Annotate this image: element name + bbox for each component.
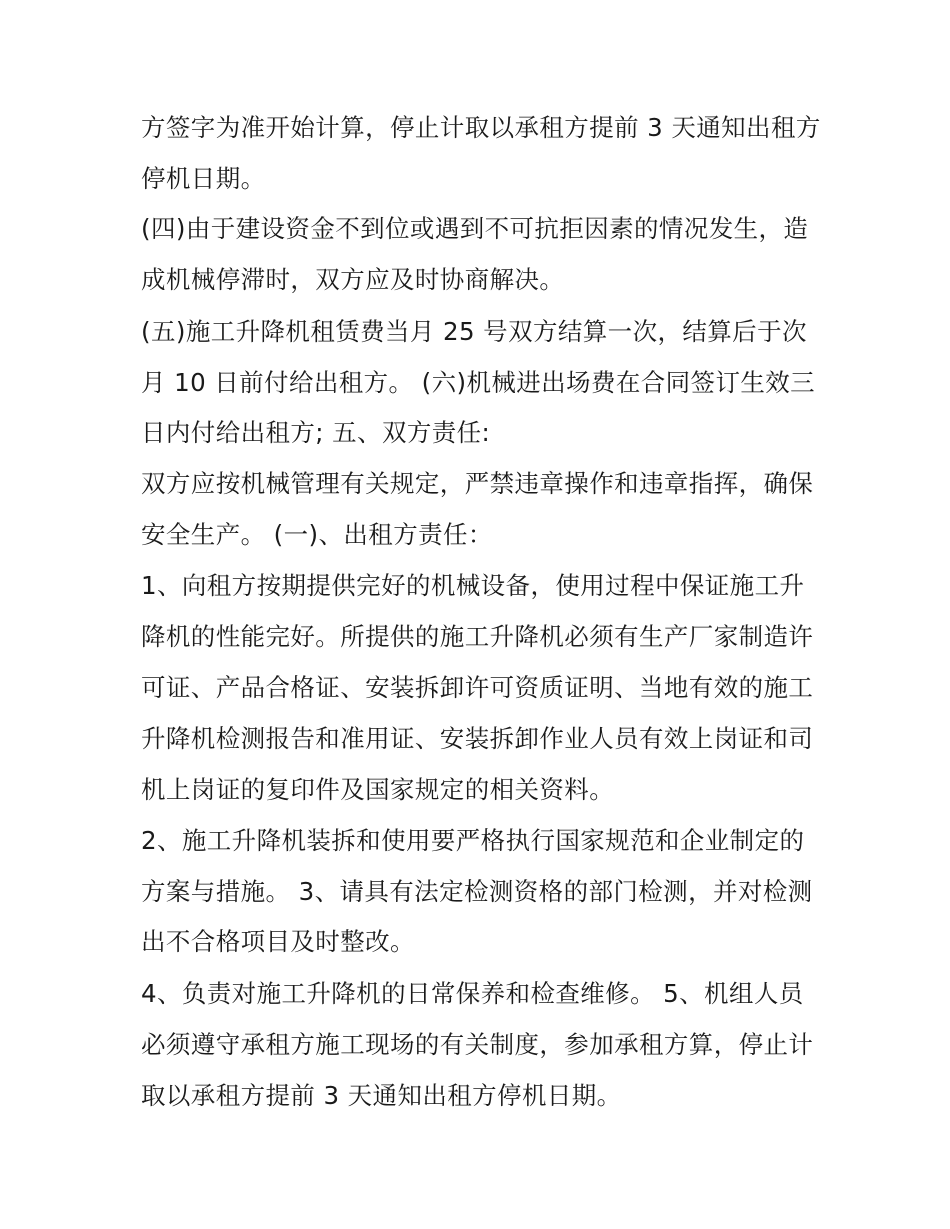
text-line: 成机械停滞时，双方应及时协商解决。 <box>141 265 565 294</box>
text-line: 必须遵守承租方施工现场的有关制度，参加承租方算，停止计 <box>141 1030 814 1059</box>
text-line: 2、施工升降机装拆和使用要严格执行国家规范和企业制定的 <box>141 826 805 855</box>
text-line: 双方应按机械管理有关规定，严禁违章操作和违章指挥，确保 <box>141 469 814 498</box>
text-line: 日内付给出租方; 五、双方责任: <box>141 418 491 447</box>
text-line: 升降机检测报告和准用证、安装拆卸作业人员有效上岗证和司 <box>141 724 814 753</box>
text-line: 月 10 日前付给出租方。 (六)机械进出场费在合同签订生效三 <box>141 368 816 397</box>
text-line: 取以承租方提前 3 天通知出租方停机日期。 <box>141 1081 622 1110</box>
text-line: 出不合格项目及时整改。 <box>141 927 415 956</box>
text-line: (五)施工升降机租赁费当月 25 号双方结算一次，结算后于次 <box>141 317 807 346</box>
text-line: 安全生产。 (一)、出租方责任： <box>141 520 493 549</box>
text-line: 方签字为准开始计算，停止计取以承租方提前 3 天通知出租方 <box>141 113 821 142</box>
text-line: 机上岗证的复印件及国家规定的相关资料。 <box>141 775 615 804</box>
text-line: 4、负责对施工升降机的日常保养和检查维修。 5、机组人员 <box>141 979 804 1008</box>
text-line: 可证、产品合格证、安装拆卸许可资质证明、当地有效的施工 <box>141 673 814 702</box>
text-line: (四)由于建设资金不到位或遇到不可抗拒因素的情况发生，造 <box>141 214 809 243</box>
text-line: 方案与措施。 3、请具有法定检测资格的部门检测，并对检测 <box>141 877 813 906</box>
text-line: 1、向租方按期提供完好的机械设备，使用过程中保证施工升 <box>141 571 805 600</box>
text-line: 停机日期。 <box>141 164 266 193</box>
text-line: 降机的性能完好。所提供的施工升降机必须有生产厂家制造许 <box>141 622 814 651</box>
